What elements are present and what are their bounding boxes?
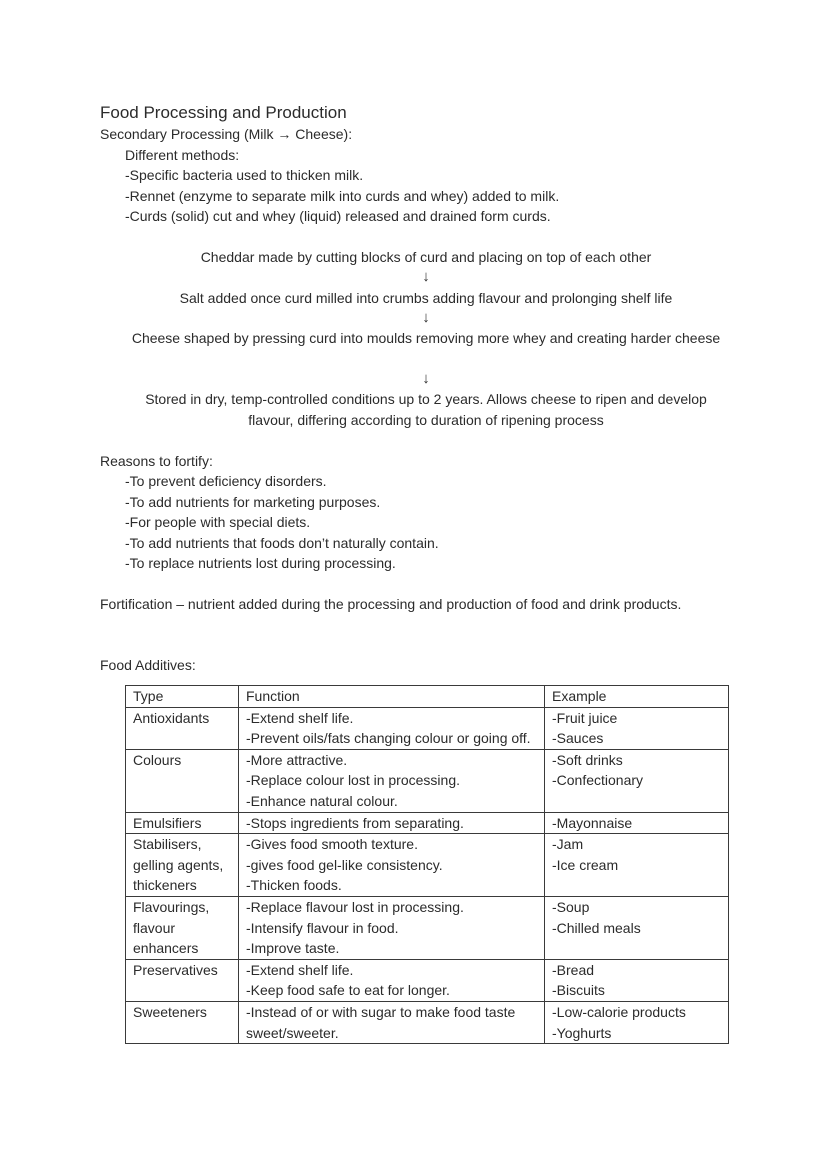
secondary-heading: Secondary Processing (Milk → Cheese): — [100, 126, 353, 142]
example-item: -Soft drinks — [552, 751, 623, 768]
fortify-reason: -To replace nutrients lost during processing. — [125, 555, 396, 571]
function-item: -Extend shelf life. — [246, 961, 354, 978]
flow-step: Cheese shaped by pressing curd into moulds removing more whey and creating harder cheese — [131, 330, 721, 346]
function-cell — [239, 834, 545, 897]
function-cell — [239, 1001, 545, 1043]
function-item: -Stops ingredients from separating. — [246, 814, 464, 831]
example-item: -Confectionary — [552, 772, 644, 789]
example-item: -Ice cream — [552, 856, 619, 873]
example-cell — [545, 812, 729, 834]
example-item: -Chilled meals — [552, 919, 641, 936]
example-cell — [545, 707, 729, 749]
down-arrow-icon: ↓ — [422, 309, 430, 326]
type-cell: Antioxidants — [126, 707, 239, 749]
page-title: Food Processing and Production — [100, 103, 347, 122]
function-cell — [239, 896, 545, 959]
example-item: -Bread — [552, 961, 595, 978]
function-item: -Improve taste. — [246, 940, 340, 957]
function-item: -Prevent oils/fats changing colour or going off. — [246, 730, 531, 747]
additives-heading: Food Additives: — [100, 657, 196, 673]
type-cell: Preservatives — [126, 959, 239, 1001]
function-cell — [239, 812, 545, 834]
example-cell — [545, 834, 729, 897]
function-item: -Gives food smooth texture. — [246, 836, 418, 853]
table-row — [126, 834, 729, 897]
type-cell: Colours — [126, 749, 239, 812]
function-item: -Enhance natural colour. — [246, 792, 398, 809]
flow-step: Stored in dry, temp-controlled conditions up to 2 years. Allows cheese to ripen and develop flavour, differing according to duration of ripening process — [145, 391, 707, 428]
example-cell — [545, 959, 729, 1001]
example-item: -Soup — [552, 898, 590, 915]
example-cell — [545, 896, 729, 959]
flow-step: Salt added once curd milled into crumbs adding flavour and prolonging shelf life — [179, 290, 673, 306]
function-cell — [239, 707, 545, 749]
function-item: -Intensify flavour in food. — [246, 919, 399, 936]
fortify-reason: -For people with special diets. — [125, 514, 311, 530]
fortify-reason: -To add nutrients that foods don’t naturally contain. — [125, 535, 439, 551]
table-row — [126, 749, 729, 812]
method-item: -Curds (solid) cut and whey (liquid) released and drained form curds. — [125, 208, 551, 224]
fortification-definition: Fortification – nutrient added during the processing and production of food and drink products. — [100, 596, 682, 612]
methods-subheading: Different methods: — [125, 147, 240, 163]
example-item: -Fruit juice — [552, 709, 618, 726]
function-item: -More attractive. — [246, 751, 348, 768]
example-item: -Jam — [552, 836, 584, 853]
example-cell — [545, 749, 729, 812]
fortify-heading: Reasons to fortify: — [100, 453, 213, 469]
down-arrow-icon: ↓ — [422, 268, 430, 285]
function-item: -Thicken foods. — [246, 877, 342, 894]
method-item: -Rennet (enzyme to separate milk into curds and whey) added to milk. — [125, 188, 560, 204]
table-row — [126, 959, 729, 1001]
header-example: Example — [545, 686, 729, 708]
type-cell: Emulsifiers — [126, 812, 239, 834]
function-item: -Keep food safe to eat for longer. — [246, 982, 450, 999]
function-cell — [239, 959, 545, 1001]
method-item: -Specific bacteria used to thicken milk. — [125, 167, 364, 183]
example-item: -Biscuits — [552, 982, 605, 999]
function-item: -Replace colour lost in processing. — [246, 772, 460, 789]
example-item: -Yoghurts — [552, 1024, 612, 1041]
fortify-reason: -To prevent deficiency disorders. — [125, 473, 327, 489]
function-item: -Extend shelf life. — [246, 709, 354, 726]
table-header-row — [126, 686, 729, 708]
example-item: -Mayonnaise — [552, 814, 633, 831]
function-item: -Replace flavour lost in processing. — [246, 898, 464, 915]
type-cell: Sweeteners — [126, 1001, 239, 1043]
table-row — [126, 812, 729, 834]
down-arrow-icon: ↓ — [422, 370, 430, 387]
type-cell: Flavourings, flavour enhancers — [126, 896, 239, 959]
header-function: Function — [239, 686, 545, 708]
fortify-reason: -To add nutrients for marketing purposes. — [125, 494, 381, 510]
example-item: -Low-calorie products — [552, 1003, 686, 1020]
example-cell — [545, 1001, 729, 1043]
table-row — [126, 896, 729, 959]
header-type: Type — [126, 686, 239, 708]
example-item: -Sauces — [552, 730, 604, 747]
table-row — [126, 1001, 729, 1043]
function-item: -Instead of or with sugar to make food taste sweet/sweeter. — [246, 1003, 516, 1041]
type-cell: Stabilisers, gelling agents, thickeners — [126, 834, 239, 897]
table-row — [126, 707, 729, 749]
additives-table — [125, 685, 729, 1044]
function-item: -gives food gel-like consistency. — [246, 856, 443, 873]
function-cell — [239, 749, 545, 812]
flow-step: Cheddar made by cutting blocks of curd and placing on top of each other — [200, 249, 652, 265]
